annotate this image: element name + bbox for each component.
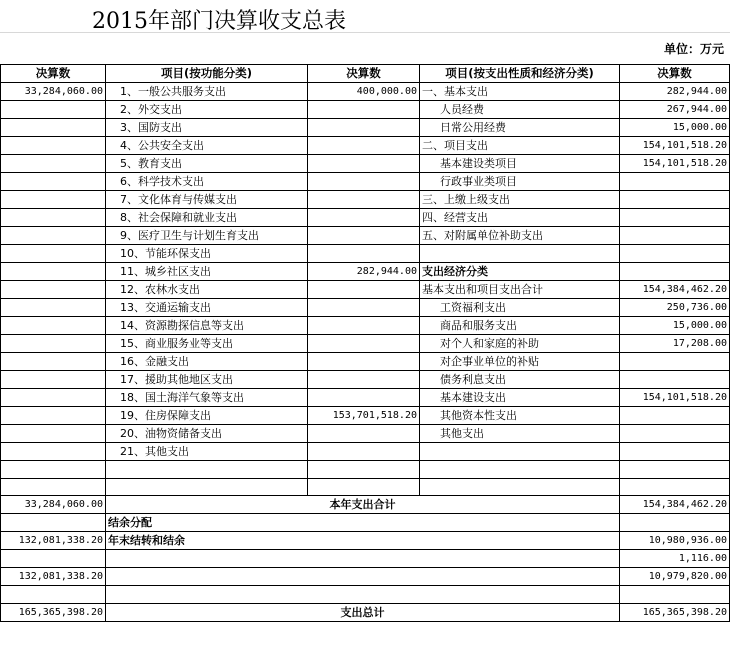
func-item: 6、科学技术支出 <box>106 173 308 191</box>
econ-item: 工资福利支出 <box>420 299 620 317</box>
func-amount <box>308 191 420 209</box>
econ-item <box>420 443 620 461</box>
header-amount-2: 决算数 <box>308 65 420 83</box>
left-amount <box>1 137 106 155</box>
econ-amount <box>620 478 730 496</box>
econ-item: 其他资本性支出 <box>420 407 620 425</box>
econ-item <box>420 478 620 496</box>
page-title: 2015年部门决算收支总表 <box>92 9 346 34</box>
table-row <box>1 371 730 389</box>
blank <box>1 550 106 568</box>
econ-item <box>420 461 620 479</box>
table-row <box>1 443 730 461</box>
func-amount <box>308 155 420 173</box>
total-right-amount: 154,384,462.20 <box>620 496 730 514</box>
func-amount <box>308 119 420 137</box>
table-row <box>1 478 730 496</box>
func-amount <box>308 335 420 353</box>
left-amount <box>1 209 106 227</box>
left-amount <box>1 119 106 137</box>
left-amount <box>1 461 106 479</box>
econ-amount <box>620 461 730 479</box>
func-item <box>106 461 308 479</box>
summary-row <box>1 532 730 550</box>
econ-amount <box>620 371 730 389</box>
total-left-amount: 33,284,060.00 <box>1 496 106 514</box>
left-amount <box>1 191 106 209</box>
econ-item: 日常公用经费 <box>420 119 620 137</box>
left-amount <box>1 317 106 335</box>
func-amount <box>308 371 420 389</box>
left-amount <box>1 227 106 245</box>
grand-total-label: 支出总计 <box>106 604 620 622</box>
func-amount <box>308 281 420 299</box>
blank <box>1 514 106 532</box>
econ-item: 五、对附属单位补助支出 <box>420 227 620 245</box>
table-row <box>1 407 730 425</box>
left-amount <box>1 425 106 443</box>
func-item: 18、国土海洋气象等支出 <box>106 389 308 407</box>
table-row <box>1 245 730 263</box>
func-amount <box>308 425 420 443</box>
econ-amount <box>620 353 730 371</box>
table-row <box>1 155 730 173</box>
econ-item: 基本建设类项目 <box>420 155 620 173</box>
table-row <box>1 137 730 155</box>
econ-item: 人员经费 <box>420 101 620 119</box>
econ-item: 四、经营支出 <box>420 209 620 227</box>
left-amount <box>1 155 106 173</box>
func-item <box>106 478 308 496</box>
table-row <box>1 335 730 353</box>
func-item: 8、社会保障和就业支出 <box>106 209 308 227</box>
econ-item: 三、上缴上级支出 <box>420 191 620 209</box>
summary-row <box>1 568 730 586</box>
econ-amount: 250,736.00 <box>620 299 730 317</box>
func-item: 2、外交支出 <box>106 101 308 119</box>
sub-left-amount: 132,081,338.20 <box>1 568 106 586</box>
table-row <box>1 425 730 443</box>
table-row <box>1 173 730 191</box>
econ-amount <box>620 191 730 209</box>
left-amount <box>1 407 106 425</box>
table-header-row <box>1 65 730 83</box>
left-amount <box>1 443 106 461</box>
econ-amount: 154,101,518.20 <box>620 389 730 407</box>
func-amount: 153,701,518.20 <box>308 407 420 425</box>
table-row <box>1 209 730 227</box>
balance-label: 结余分配 <box>106 514 620 532</box>
left-amount <box>1 281 106 299</box>
econ-amount <box>620 425 730 443</box>
func-item: 5、教育支出 <box>106 155 308 173</box>
func-item: 16、金融支出 <box>106 353 308 371</box>
econ-amount <box>620 245 730 263</box>
table-row <box>1 119 730 137</box>
blank <box>620 514 730 532</box>
econ-amount: 17,208.00 <box>620 335 730 353</box>
left-amount <box>1 101 106 119</box>
func-amount <box>308 101 420 119</box>
econ-amount: 154,384,462.20 <box>620 281 730 299</box>
econ-item: 基本支出和项目支出合计 <box>420 281 620 299</box>
econ-amount: 15,000.00 <box>620 119 730 137</box>
extra-right-amount: 1,116.00 <box>620 550 730 568</box>
summary-row <box>1 496 730 514</box>
econ-amount <box>620 227 730 245</box>
func-amount: 282,944.00 <box>308 263 420 281</box>
econ-amount: 15,000.00 <box>620 317 730 335</box>
func-item: 10、节能环保支出 <box>106 245 308 263</box>
left-amount: 33,284,060.00 <box>1 83 106 101</box>
blank <box>1 586 106 604</box>
econ-item: 对个人和家庭的补助 <box>420 335 620 353</box>
carry-left-amount: 132,081,338.20 <box>1 532 106 550</box>
table-row <box>1 263 730 281</box>
func-amount <box>308 137 420 155</box>
econ-amount <box>620 443 730 461</box>
header-econ-item: 项目(按支出性质和经济分类) <box>420 65 620 83</box>
func-amount <box>308 317 420 335</box>
table-row <box>1 281 730 299</box>
header-amount-3: 决算数 <box>620 65 730 83</box>
econ-item: 商品和服务支出 <box>420 317 620 335</box>
econ-amount <box>620 407 730 425</box>
econ-item: 一、基本支出 <box>420 83 620 101</box>
func-item: 19、住房保障支出 <box>106 407 308 425</box>
func-item: 11、城乡社区支出 <box>106 263 308 281</box>
table-row <box>1 101 730 119</box>
func-amount: 400,000.00 <box>308 83 420 101</box>
econ-item <box>420 245 620 263</box>
sub-right-amount: 10,979,820.00 <box>620 568 730 586</box>
func-amount <box>308 461 420 479</box>
func-item: 14、资源勘探信息等支出 <box>106 317 308 335</box>
table-row <box>1 461 730 479</box>
grand-right-amount: 165,365,398.20 <box>620 604 730 622</box>
func-item: 9、医疗卫生与计划生育支出 <box>106 227 308 245</box>
header-amount-1: 决算数 <box>1 65 106 83</box>
func-amount <box>308 353 420 371</box>
summary-row <box>1 514 730 532</box>
econ-amount: 154,101,518.20 <box>620 137 730 155</box>
func-item: 17、援助其他地区支出 <box>106 371 308 389</box>
summary-row <box>1 586 730 604</box>
table-row <box>1 317 730 335</box>
econ-item: 其他支出 <box>420 425 620 443</box>
func-item: 15、商业服务业等支出 <box>106 335 308 353</box>
econ-amount: 154,101,518.20 <box>620 155 730 173</box>
table-row <box>1 389 730 407</box>
table-row <box>1 191 730 209</box>
table-row <box>1 227 730 245</box>
econ-item: 行政事业类项目 <box>420 173 620 191</box>
econ-item: 支出经济分类 <box>420 263 620 281</box>
left-amount <box>1 371 106 389</box>
func-item: 21、其他支出 <box>106 443 308 461</box>
func-amount <box>308 389 420 407</box>
econ-amount: 267,944.00 <box>620 101 730 119</box>
func-item: 4、公共安全支出 <box>106 137 308 155</box>
table-row <box>1 299 730 317</box>
total-label: 本年支出合计 <box>106 496 620 514</box>
econ-amount <box>620 209 730 227</box>
func-amount <box>308 245 420 263</box>
func-item: 13、交通运输支出 <box>106 299 308 317</box>
carry-right-amount: 10,980,936.00 <box>620 532 730 550</box>
table-row <box>1 353 730 371</box>
summary-row <box>1 550 730 568</box>
econ-amount: 282,944.00 <box>620 83 730 101</box>
func-amount <box>308 227 420 245</box>
budget-table <box>0 64 730 622</box>
func-amount <box>308 209 420 227</box>
unit-label: 单位：万元 <box>663 42 724 56</box>
blank <box>106 550 620 568</box>
func-amount <box>308 443 420 461</box>
func-amount <box>308 299 420 317</box>
left-amount <box>1 245 106 263</box>
econ-amount <box>620 173 730 191</box>
title-divider <box>0 32 730 33</box>
func-item: 7、文化体育与传媒支出 <box>106 191 308 209</box>
blank <box>106 586 620 604</box>
func-item: 1、一般公共服务支出 <box>106 83 308 101</box>
func-item: 12、农林水支出 <box>106 281 308 299</box>
func-amount <box>308 173 420 191</box>
left-amount <box>1 263 106 281</box>
left-amount <box>1 173 106 191</box>
table-row <box>1 83 730 101</box>
summary-row <box>1 604 730 622</box>
left-amount <box>1 478 106 496</box>
econ-item: 对企事业单位的补贴 <box>420 353 620 371</box>
econ-amount <box>620 263 730 281</box>
left-amount <box>1 335 106 353</box>
blank <box>106 568 620 586</box>
econ-item: 基本建设支出 <box>420 389 620 407</box>
func-item: 3、国防支出 <box>106 119 308 137</box>
econ-item: 债务利息支出 <box>420 371 620 389</box>
carry-label: 年末结转和结余 <box>106 532 620 550</box>
left-amount <box>1 299 106 317</box>
header-func-item: 项目(按功能分类) <box>106 65 308 83</box>
func-item: 20、油物资储备支出 <box>106 425 308 443</box>
blank <box>620 586 730 604</box>
econ-item: 二、项目支出 <box>420 137 620 155</box>
left-amount <box>1 389 106 407</box>
func-amount <box>308 478 420 496</box>
left-amount <box>1 353 106 371</box>
grand-left-amount: 165,365,398.20 <box>1 604 106 622</box>
